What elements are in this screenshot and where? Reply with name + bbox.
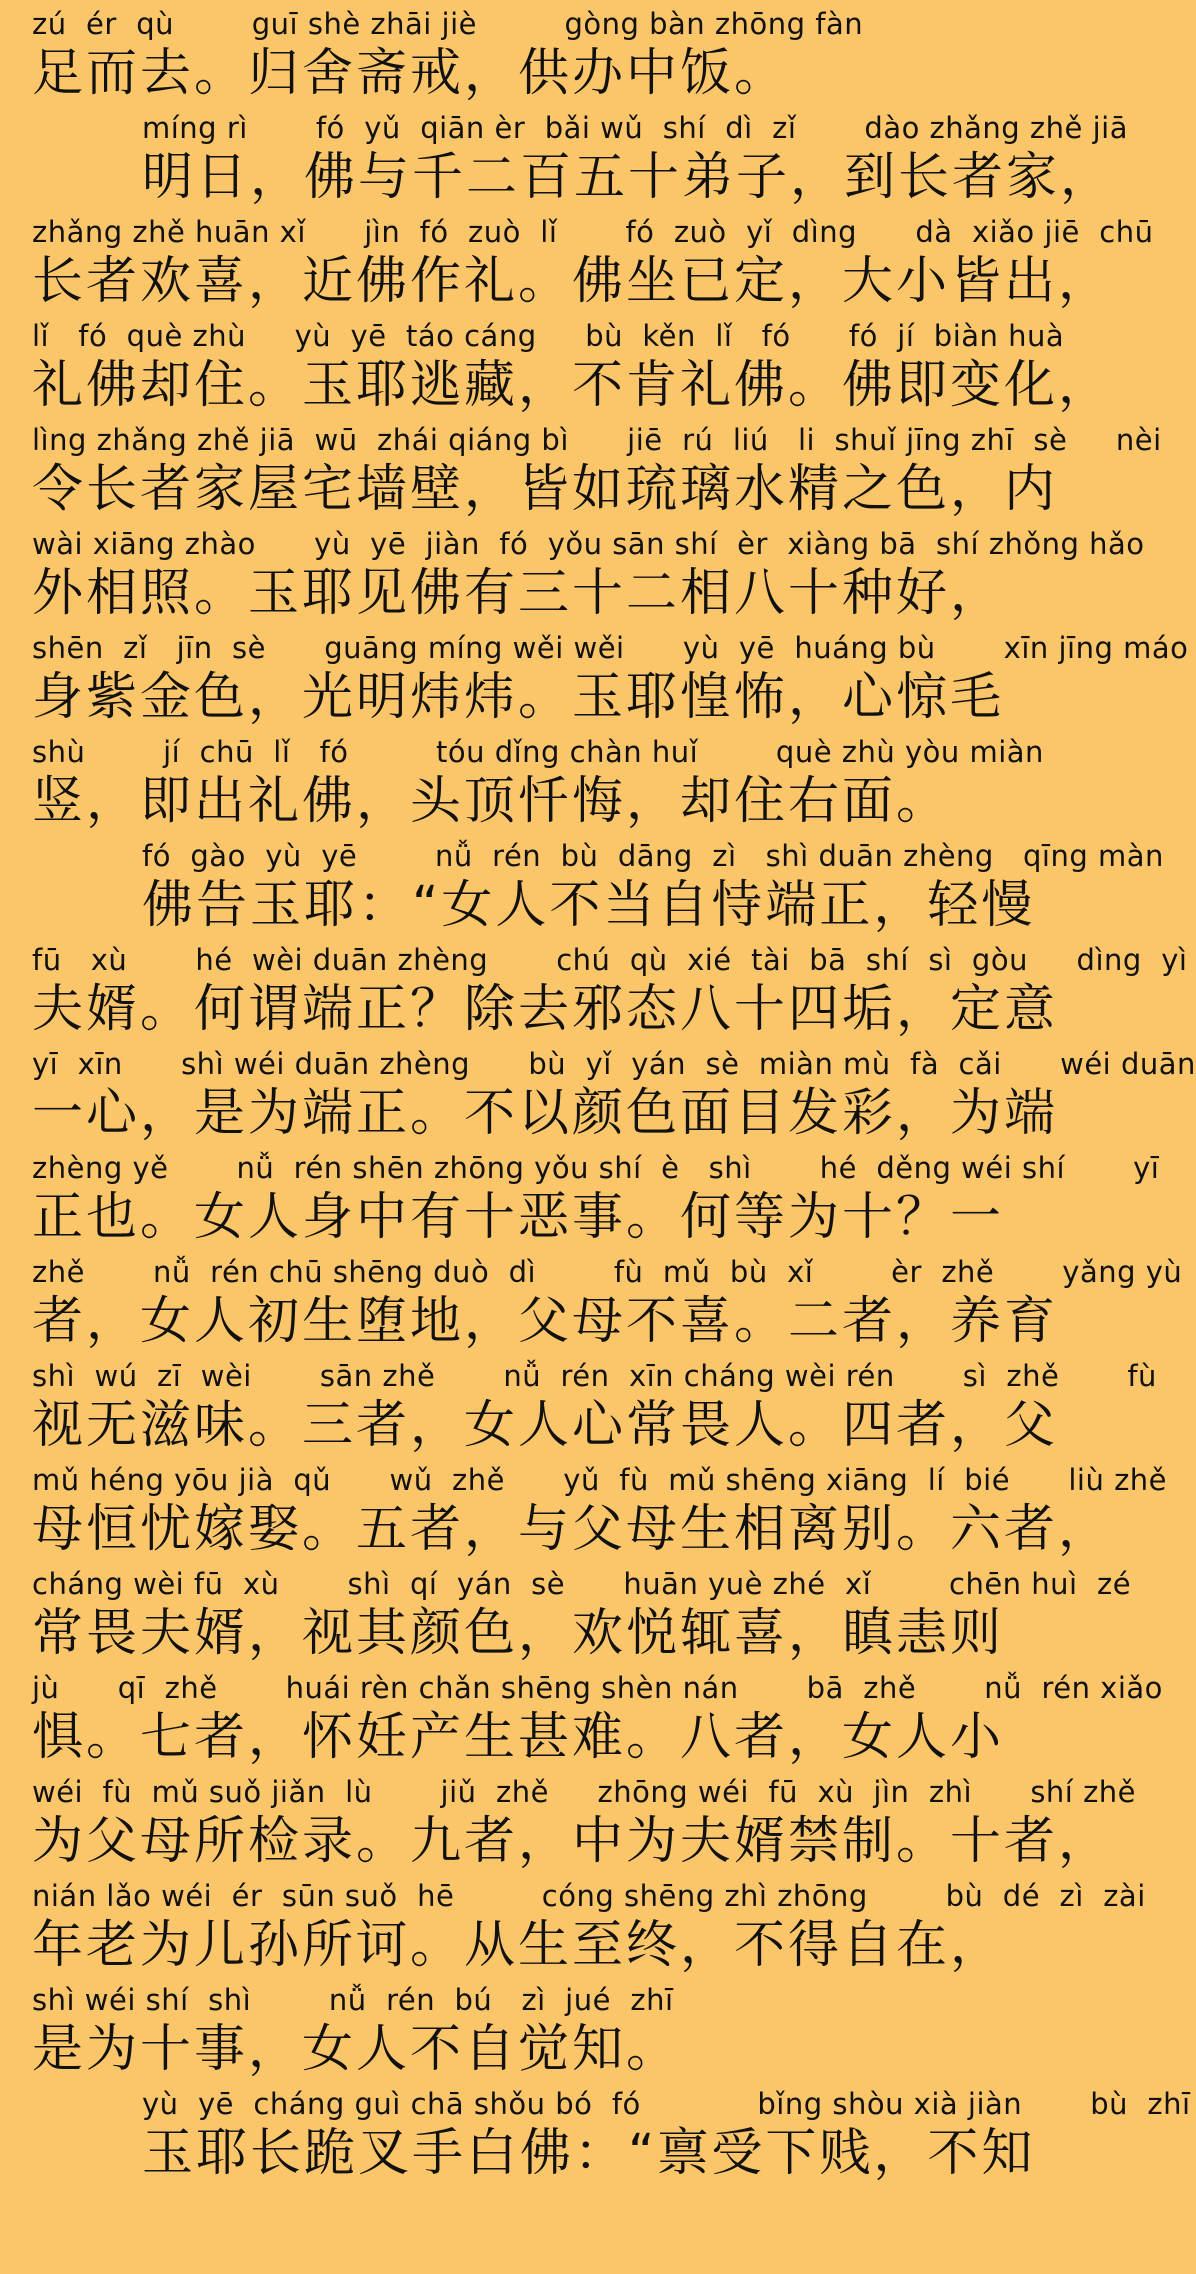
chinese-text: 佛告玉耶：“女人不当自恃端正，轻慢 (142, 876, 1036, 935)
chinese-text: 足而去。归舍斋戒，供办中饭。 (32, 44, 789, 103)
pinyin-annotation: nián lǎo wéi ér sūn suǒ hē cóng shēng zhì zhōng bù dé zì zài (32, 1879, 1146, 1913)
pinyin-annotation: shēn zǐ jīn sè guāng míng wěi wěi yù yē huáng bù xīn jīng máo (32, 631, 1189, 665)
chinese-text: 身紫金色，光明炜炜。玉耶惶怖，心惊毛 (32, 668, 1005, 727)
chinese-text: 令长者家屋宅墙壁，皆如琉璃水精之色，内 (32, 460, 1059, 519)
pinyin-annotation: zhě nǚ rén chū shēng duò dì fù mǔ bù xǐ èr zhě yǎng yù (32, 1255, 1183, 1289)
text-line (32, 1046, 1196, 1150)
text-line (32, 1566, 1132, 1670)
text-line (32, 318, 1113, 422)
pinyin-annotation: wài xiāng zhào yù yē jiàn fó yǒu sān shí èr xiàng bā shí zhǒng hǎo (32, 527, 1145, 561)
pinyin-annotation: míng rì fó yǔ qiān èr bǎi wǔ shí dì zǐ dào zhǎng zhě jiā (142, 111, 1128, 145)
chinese-text: 年老为儿孙所诃。从生至终，不得自在， (32, 1916, 1005, 1975)
pinyin-annotation: zú ér qù guī shè zhāi jiè gòng bàn zhōng fàn (32, 7, 864, 41)
text-line (32, 1670, 1163, 1774)
chinese-text: 一心，是为端正。不以颜色面目发彩，为端 (32, 1084, 1059, 1143)
pinyin-annotation: lǐ fó què zhù yù yē táo cáng bù kěn lǐ fó fó jí biàn huà (32, 319, 1065, 353)
text-line (32, 526, 1145, 630)
pinyin-annotation: zhǎng zhě huān xǐ jìn fó zuò lǐ fó zuò yǐ dìng dà xiǎo jiē chū (32, 215, 1154, 249)
chinese-text: 外相照。玉耶见佛有三十二相八十种好， (32, 564, 1005, 623)
text-line (32, 6, 1052, 110)
pinyin-annotation: yù yē cháng guì chā shǒu bó fó bǐng shòu xià jiàn bù zhī (142, 2087, 1191, 2121)
text-line (32, 214, 1154, 318)
chinese-text: 者，女人初生堕地，父母不喜。二者，养育 (32, 1292, 1059, 1351)
pinyin-annotation: shù jí chū lǐ fó tóu dǐng chàn huǐ què zhù yòu miàn (32, 735, 1044, 769)
chinese-text: 常畏夫婿，视其颜色，欢悦辄喜，瞋恚则 (32, 1604, 1005, 1663)
pinyin-annotation: shì wéi shí shì nǚ rén bú zì jué zhī (32, 1983, 674, 2017)
chinese-text: 明日，佛与千二百五十弟子，到长者家， (142, 148, 1115, 207)
chinese-text: 母恒忧嫁娶。五者，与父母生相离别。六者， (32, 1500, 1113, 1559)
chinese-text: 玉耶长跪叉手白佛：“禀受下贱，不知 (142, 2124, 1036, 2183)
text-line (32, 630, 1189, 734)
chinese-text: 夫婿。何谓端正？除去邪态八十四垢，定意 (32, 980, 1059, 1039)
pinyin-annotation: fó gào yù yē nǚ rén bù dāng zì shì duān zhèng qīng màn (142, 839, 1164, 873)
chinese-text: 竖，即出礼佛，头顶忏悔，却住右面。 (32, 772, 951, 831)
chinese-text: 为父母所检录。九者，中为夫婿禁制。十者， (32, 1812, 1113, 1871)
pinyin-annotation: wéi fù mǔ suǒ jiǎn lù jiǔ zhě zhōng wéi fū xù jìn zhì shí zhě (32, 1775, 1137, 1809)
pinyin-annotation: jù qī zhě huái rèn chǎn shēng shèn nán bā zhě nǚ rén xiǎo (32, 1671, 1163, 1705)
text-line (32, 110, 1128, 214)
text-line (32, 1254, 1183, 1358)
text-line (32, 1982, 1052, 2086)
pinyin-annotation: yī xīn shì wéi duān zhèng bù yǐ yán sè miàn mù fà cǎi wéi duān (32, 1047, 1196, 1081)
text-line (32, 1878, 1146, 1982)
pinyin-annotation: fū xù hé wèi duān zhèng chú qù xié tài bā shí sì gòu dìng yì (32, 943, 1188, 977)
chinese-text: 是为十事，女人不自觉知。 (32, 2020, 681, 2079)
text-line (32, 734, 1052, 838)
text-line (32, 1358, 1157, 1462)
chinese-text: 长者欢喜，近佛作礼。佛坐已定，大小皆出， (32, 252, 1113, 311)
chinese-text: 视无滋味。三者，女人心常畏人。四者，父 (32, 1396, 1059, 1455)
pinyin-annotation: shì wú zī wèi sān zhě nǚ rén xīn cháng wèi rén sì zhě fù (32, 1359, 1157, 1393)
chinese-text: 礼佛却住。玉耶逃藏，不肯礼佛。佛即变化， (32, 356, 1113, 415)
text-line (32, 1462, 1168, 1566)
chinese-text: 惧。七者，怀妊产生甚难。八者，女人小 (32, 1708, 1005, 1767)
text-line (32, 1150, 1160, 1254)
chinese-text: 正也。女人身中有十恶事。何等为十？一 (32, 1188, 1005, 1247)
text-line (32, 942, 1188, 1046)
text-line (32, 2086, 1191, 2190)
pinyin-annotation: mǔ héng yōu jià qǔ wǔ zhě yǔ fù mǔ shēng xiāng lí bié liù zhě (32, 1463, 1168, 1497)
text-line (32, 422, 1162, 526)
text-line (32, 1774, 1137, 1878)
pinyin-annotation: lìng zhǎng zhě jiā wū zhái qiáng bì jiē rú liú li shuǐ jīng zhī sè nèi (32, 423, 1162, 457)
pinyin-annotation: cháng wèi fū xù shì qí yán sè huān yuè zhé xǐ chēn huì zé (32, 1567, 1132, 1601)
text-line (32, 838, 1164, 942)
pinyin-annotation: zhèng yě nǚ rén shēn zhōng yǒu shí è shì hé děng wéi shí yī (32, 1151, 1160, 1185)
